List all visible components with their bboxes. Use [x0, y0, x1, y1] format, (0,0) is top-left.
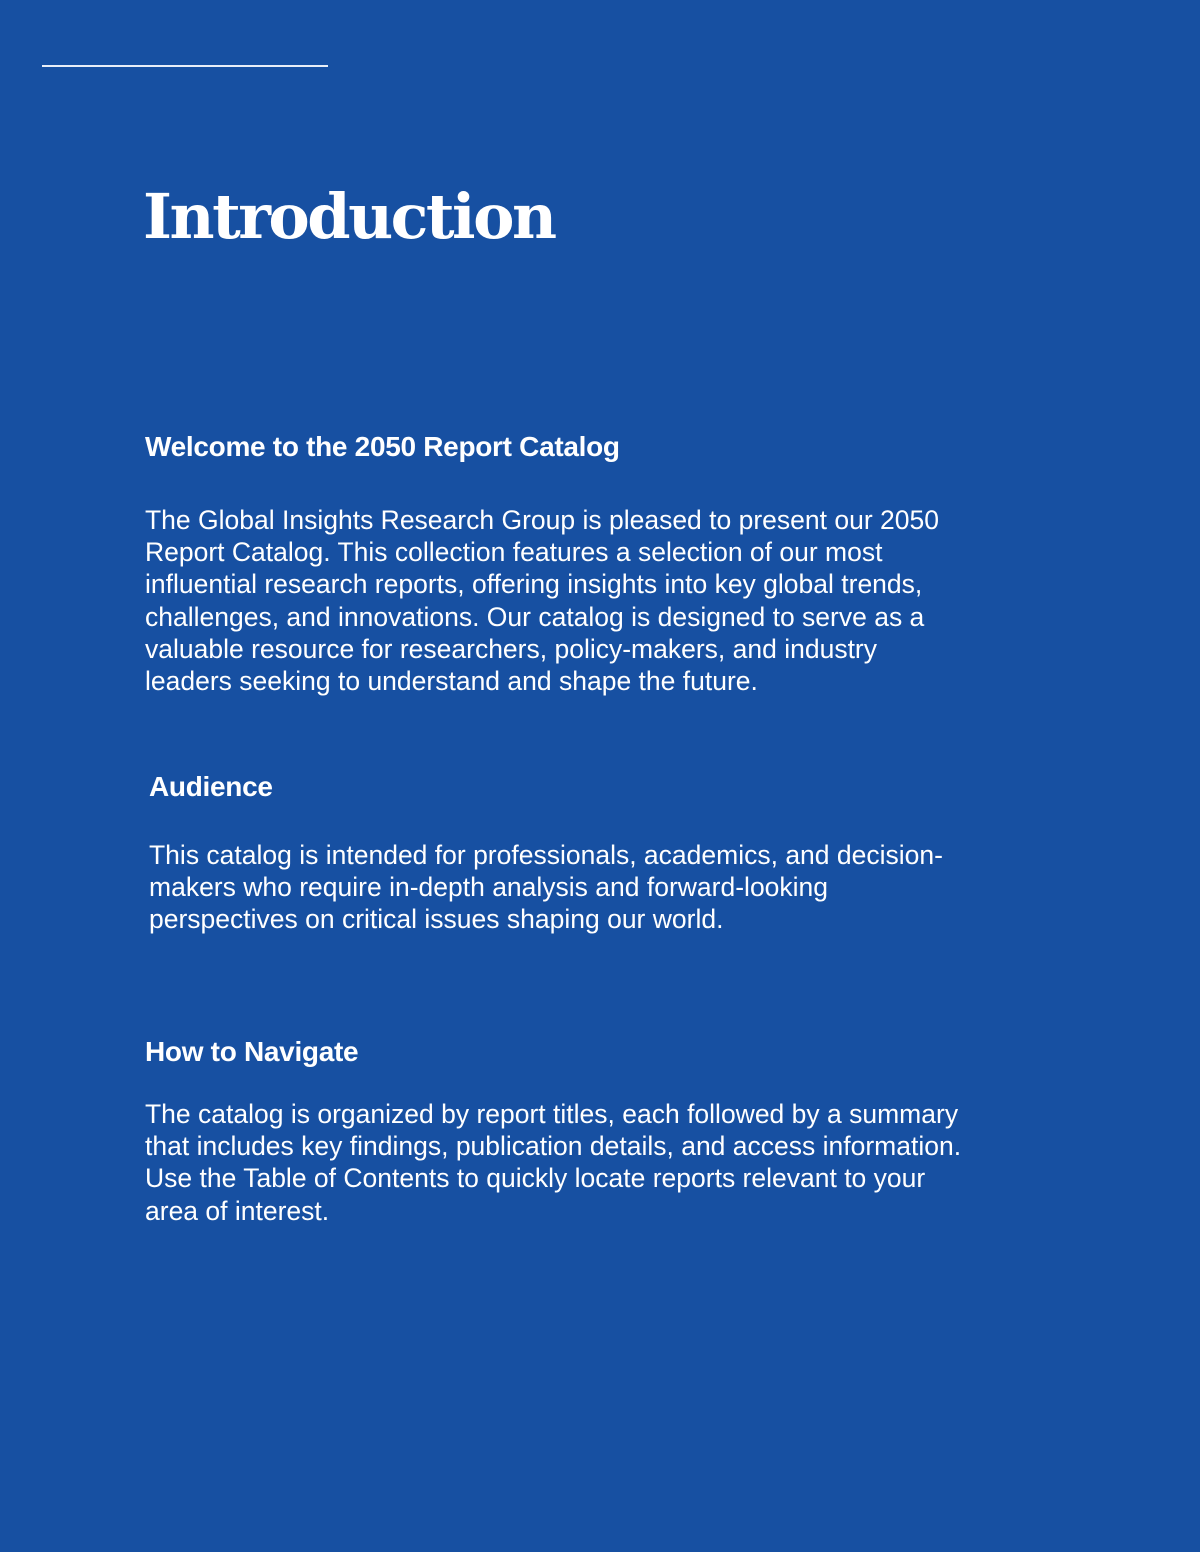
decorative-rule: [42, 65, 328, 67]
navigate-heading: How to Navigate: [145, 1036, 359, 1067]
welcome-paragraph: [145, 504, 939, 697]
text-line: perspectives on critical issues shaping our world.: [149, 904, 724, 935]
text-line: leaders seeking to understand and shape the future.: [145, 666, 758, 697]
text-line: valuable resource for researchers, policy-makers, and industry: [145, 633, 878, 664]
navigate-paragraph: [145, 1098, 961, 1227]
audience-heading: Audience: [149, 771, 273, 802]
text-line: The catalog is organized by report titles, each followed by a summary: [145, 1099, 959, 1129]
page-title: Introduction: [143, 180, 555, 253]
text-line: area of interest.: [145, 1195, 330, 1226]
text-line: Use the Table of Contents to quickly locate reports relevant to your: [145, 1163, 926, 1194]
text-line: The Global Insights Research Group is pleased to present our 2050: [145, 505, 939, 535]
welcome-heading: Welcome to the 2050 Report Catalog: [145, 431, 620, 462]
text-line: Report Catalog. This collection features a selection of our most: [145, 537, 883, 568]
audience-paragraph: [149, 839, 943, 936]
text-line: This catalog is intended for professionals, academics, and decision-: [149, 840, 943, 870]
text-line: makers who require in-depth analysis and forward-looking: [149, 872, 829, 903]
text-line: that includes key findings, publication details, and access information.: [145, 1131, 962, 1162]
text-line: challenges, and innovations. Our catalog is designed to serve as a: [145, 601, 925, 632]
text-line: influential research reports, offering insights into key global trends,: [145, 569, 923, 600]
